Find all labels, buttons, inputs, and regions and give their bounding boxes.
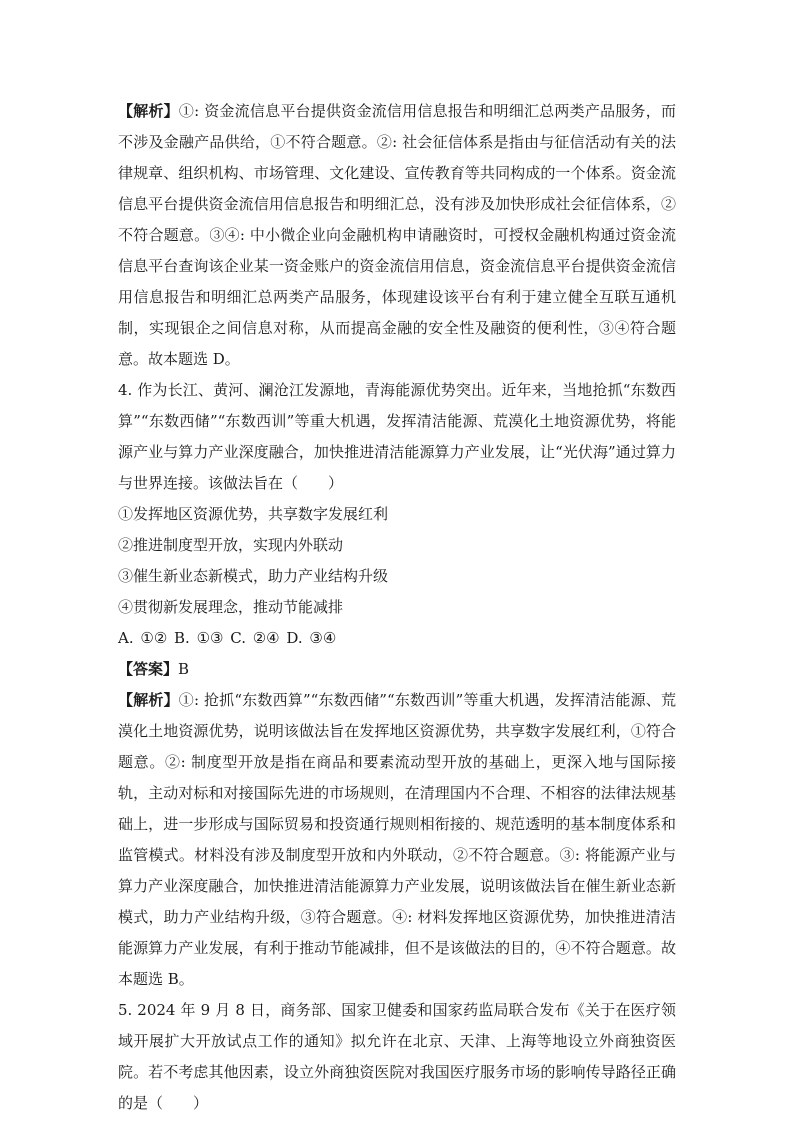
question-5-stem: 5. 2024 年 9 月 8 日，商务部、国家卫健委和国家药监局联合发布《关于在医疗领域开展扩大开放试点工作的通知》拟允许在北京、天津、上海等地设立外商独资医院。若不考虑其他因素，设立外商独资医院对我国医疗服务市场的影响传导路径正确的是（ ） — [118, 1001, 676, 1112]
question-4-option-2: ②推进制度型开放，实现内外联动 — [118, 536, 344, 554]
analysis-text: ①: 资金流信息平台提供资金流信用信息报告和明细汇总两类产品服务，而不涉及金融产品供给，①不符合题意。②: 社会征信体系是指由与征信活动有关的法律规章、组织机构、市场管理、文化建设、宣传教育等共同构成的一个体系。资金流信息平台提供资金流信用信息报告和明细汇总，没有涉及加快形成社会征信体系，②不符合题意。③④: 中小微企业向金融机构申请融资时，可授权金融机构通过资金流信息平台查询该企业某一资金账户的资金流信用信息，资金流信息平台提供资金流信用信息报告和明细汇总两类产品服务，体现建设该平台有利于建立健全互联互通机制，实现银企之间信息对称，从而提高金融的安全性及融资的便利性，③④符合题意。故本题选 D。 — [118, 102, 676, 368]
answer-value: B — [178, 660, 190, 678]
document-page — [118, 96, 676, 1119]
question-4-option-1: ①发挥地区资源优势，共享数字发展红利 — [118, 505, 389, 523]
analysis-q3 — [118, 96, 676, 375]
question-4-stem: 4. 作为长江、黄河、澜沧江发源地，青海能源优势突出。近年来，当地抢抓“东数西算”“东数西储”“东数西训”等重大机遇，发挥清洁能源、荒漠化土地资源优势，将能源产业与算力产业深度融合，加快推进清洁能源算力产业发展，让“光伏海”通过算力与世界连接。该做法旨在（ ） — [118, 381, 676, 492]
analysis-q4 — [118, 685, 676, 995]
question-4-choices: A. ①② B. ①③ C. ②④ D. ③④ — [118, 629, 337, 647]
analysis-text: ①: 抢抓“东数西算”“东数西储”“东数西训”等重大机遇，发挥清洁能源、荒漠化土地资源优势，说明该做法旨在发挥地区资源优势，共享数字发展红利，①符合题意。②: 制度型开放是指在商品和要素流动型开放的基础上，更深入地与国际接轨，主动对标和对接国际先进的市场规则，在清理国内不合理、不相容的法律法规基础上，进一步形成与国际贸易和投资通行规则相衔接的、规范透明的基本制度体系和监管模式。材料没有涉及制度型开放和内外联动，②不符合题意。③: 将能源产业与算力产业深度融合，加快推进清洁能源算力产业发展，说明该做法旨在催生新业态新模式，助力产业结构升级，③符合题意。④: 材料发挥地区资源优势，加快推进清洁能源算力产业发展，有利于推动节能减排，但不是该做法的目的，④不符合题意。故本题选 B。 — [118, 691, 676, 988]
analysis-label: 【解析】 — [118, 102, 179, 120]
answer-label: 【答案】 — [118, 660, 179, 678]
analysis-label: 【解析】 — [118, 691, 179, 709]
question-4-option-3: ③催生新业态新模式，助力产业结构升级 — [118, 567, 389, 585]
question-4-option-4: ④贯彻新发展理念，推动节能减排 — [118, 598, 344, 616]
question-4-answer — [118, 654, 676, 685]
